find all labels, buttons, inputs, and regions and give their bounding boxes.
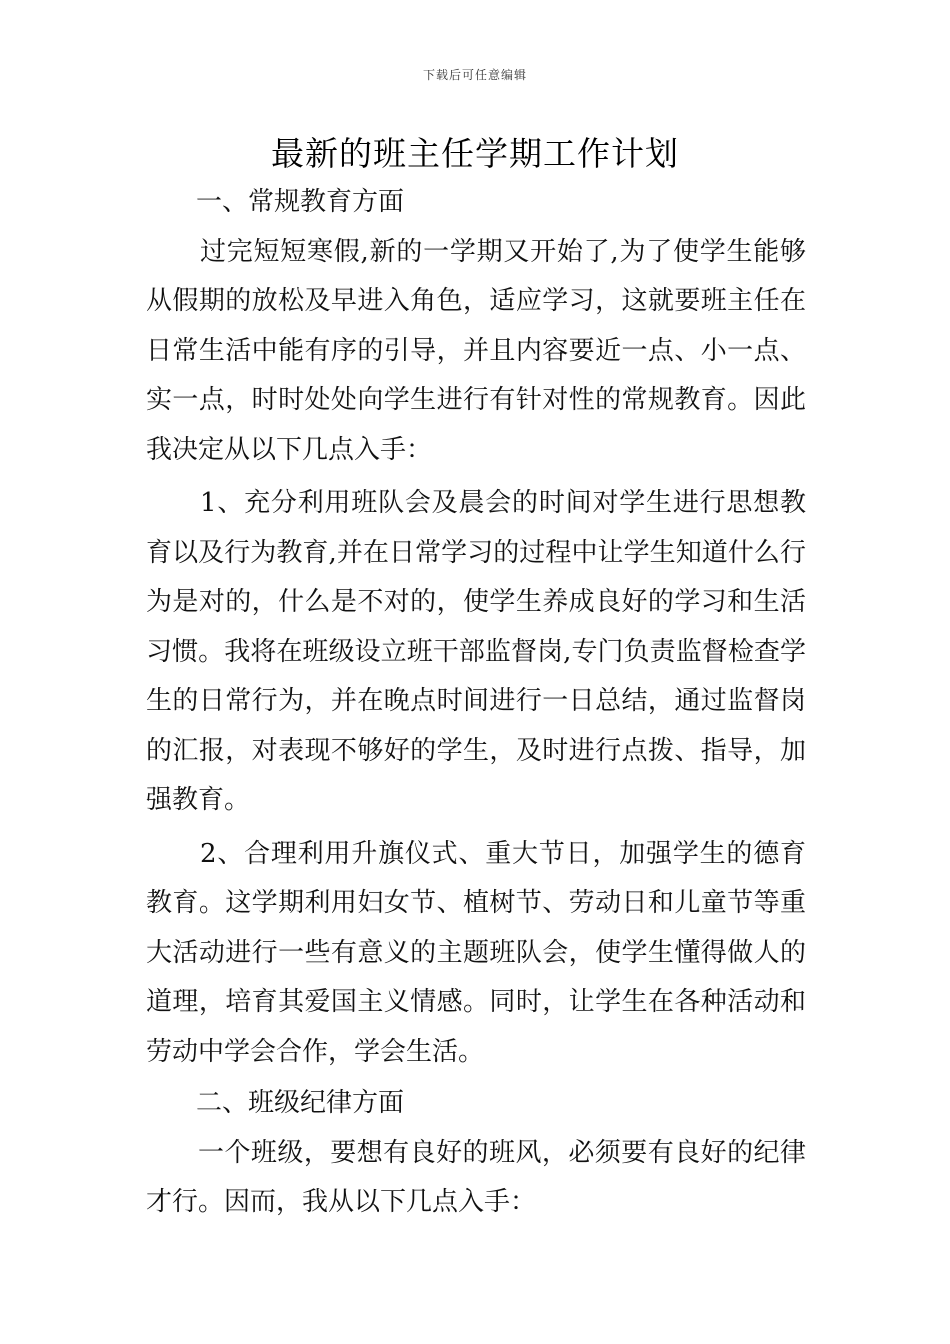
document-body bbox=[146, 178, 806, 1228]
paragraph-point-1: 1、充分利用班队会及晨会的时间对学生进行思想教育以及行为教育,并在日常学习的过程中让学生知道什么行为是对的，什么是不对的，使学生养成良好的学习和生活习惯。我将在班级设立班干部监督岗,专门负责监督检查学生的日常行为，并在晚点时间进行一日总结，通过监督岗的汇报，对表现不够好的学生，及时进行点拨、指导，加强教育。 bbox=[146, 488, 806, 815]
paragraph-discipline-intro: 一个班级，要想有良好的班风，必须要有良好的纪律才行。因而，我从以下几点入手： bbox=[146, 1137, 806, 1217]
paragraph-point-2: 2、合理利用升旗仪式、重大节日，加强学生的德育教育。这学期利用妇女节、植树节、劳动日和儿童节等重大活动进行一些有意义的主题班队会，使学生懂得做人的道理，培育其爱国主义情感。同时，让学生在各种活动和劳动中学会合作，学会生活。 bbox=[146, 838, 806, 1067]
document-title: 最新的班主任学期工作计划 bbox=[271, 134, 679, 173]
header-note: 下载后可任意编辑 bbox=[422, 68, 527, 82]
section-heading-class-discipline: 二、班级纪律方面 bbox=[196, 1088, 405, 1118]
paragraph-intro: 过完短短寒假,新的一学期又开始了,为了使学生能够从假期的放松及早进入角色，适应学习，这就要班主任在日常生活中能有序的引导，并且内容要近一点、小一点、实一点，时时处处向学生进行有针对性的常规教育。因此我决定从以下几点入手： bbox=[146, 236, 806, 465]
section-heading-routine-education: 一、常规教育方面 bbox=[196, 187, 405, 217]
